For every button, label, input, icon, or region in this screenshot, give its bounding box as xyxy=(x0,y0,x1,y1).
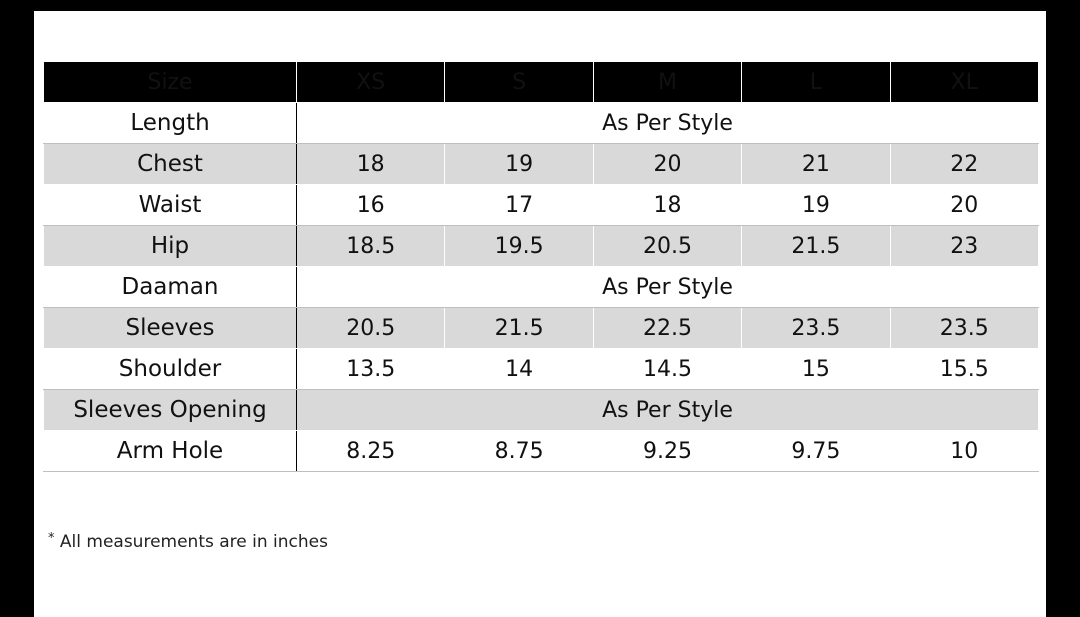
cell-s: 19.5 xyxy=(445,226,593,267)
cell-s: 17 xyxy=(445,185,593,226)
header-cell-xs: XS xyxy=(297,62,445,103)
cell-m: 22.5 xyxy=(593,308,741,349)
row-label: Sleeves Opening xyxy=(44,390,297,431)
footnote-text: All measurements are in inches xyxy=(59,532,328,552)
cell-m: 20 xyxy=(593,144,741,185)
cell-s: 21.5 xyxy=(445,308,593,349)
footnote-marker: * xyxy=(48,531,55,546)
table-body xyxy=(44,103,1039,472)
cell-l: 19 xyxy=(742,185,890,226)
cell-xl: 23.5 xyxy=(890,308,1038,349)
table-row xyxy=(44,267,1039,308)
right-border-strip xyxy=(1046,0,1080,617)
cell-xs: 18 xyxy=(297,144,445,185)
table-row xyxy=(44,226,1039,267)
row-span-value: As Per Style xyxy=(297,267,1039,308)
cell-xl: 22 xyxy=(890,144,1038,185)
row-label: Length xyxy=(44,103,297,144)
footnote xyxy=(48,532,328,552)
row-label: Waist xyxy=(44,185,297,226)
cell-m: 14.5 xyxy=(593,349,741,390)
row-label: Chest xyxy=(44,144,297,185)
table-row xyxy=(44,390,1039,431)
size-chart-table-wrap xyxy=(43,61,1038,472)
cell-xl: 15.5 xyxy=(890,349,1038,390)
cell-xl: 10 xyxy=(890,431,1038,472)
cell-m: 20.5 xyxy=(593,226,741,267)
table-header-row xyxy=(44,62,1039,103)
table-header xyxy=(44,62,1039,103)
cell-m: 9.25 xyxy=(593,431,741,472)
cell-xs: 16 xyxy=(297,185,445,226)
cell-xs: 8.25 xyxy=(297,431,445,472)
cell-s: 14 xyxy=(445,349,593,390)
cell-l: 21.5 xyxy=(742,226,890,267)
header-cell-s: S xyxy=(445,62,593,103)
cell-l: 15 xyxy=(742,349,890,390)
left-border-strip xyxy=(0,0,34,617)
cell-s: 8.75 xyxy=(445,431,593,472)
cell-s: 19 xyxy=(445,144,593,185)
row-span-value: As Per Style xyxy=(297,390,1039,431)
table-row xyxy=(44,349,1039,390)
size-chart-table xyxy=(43,61,1039,472)
table-row xyxy=(44,185,1039,226)
row-label: Daaman xyxy=(44,267,297,308)
row-span-value: As Per Style xyxy=(297,103,1039,144)
top-border-strip xyxy=(0,0,1080,11)
cell-xs: 18.5 xyxy=(297,226,445,267)
row-label: Arm Hole xyxy=(44,431,297,472)
size-chart-page xyxy=(34,11,1046,617)
cell-l: 23.5 xyxy=(742,308,890,349)
table-row xyxy=(44,144,1039,185)
table-row xyxy=(44,431,1039,472)
header-cell-xl: XL xyxy=(890,62,1038,103)
row-label: Shoulder xyxy=(44,349,297,390)
cell-xl: 23 xyxy=(890,226,1038,267)
row-label: Hip xyxy=(44,226,297,267)
header-cell-l: L xyxy=(742,62,890,103)
cell-l: 9.75 xyxy=(742,431,890,472)
cell-xs: 20.5 xyxy=(297,308,445,349)
cell-xs: 13.5 xyxy=(297,349,445,390)
header-cell-m: M xyxy=(593,62,741,103)
cell-m: 18 xyxy=(593,185,741,226)
cell-l: 21 xyxy=(742,144,890,185)
table-row xyxy=(44,308,1039,349)
cell-xl: 20 xyxy=(890,185,1038,226)
table-row xyxy=(44,103,1039,144)
row-label: Sleeves xyxy=(44,308,297,349)
header-cell-size: Size xyxy=(44,62,297,103)
